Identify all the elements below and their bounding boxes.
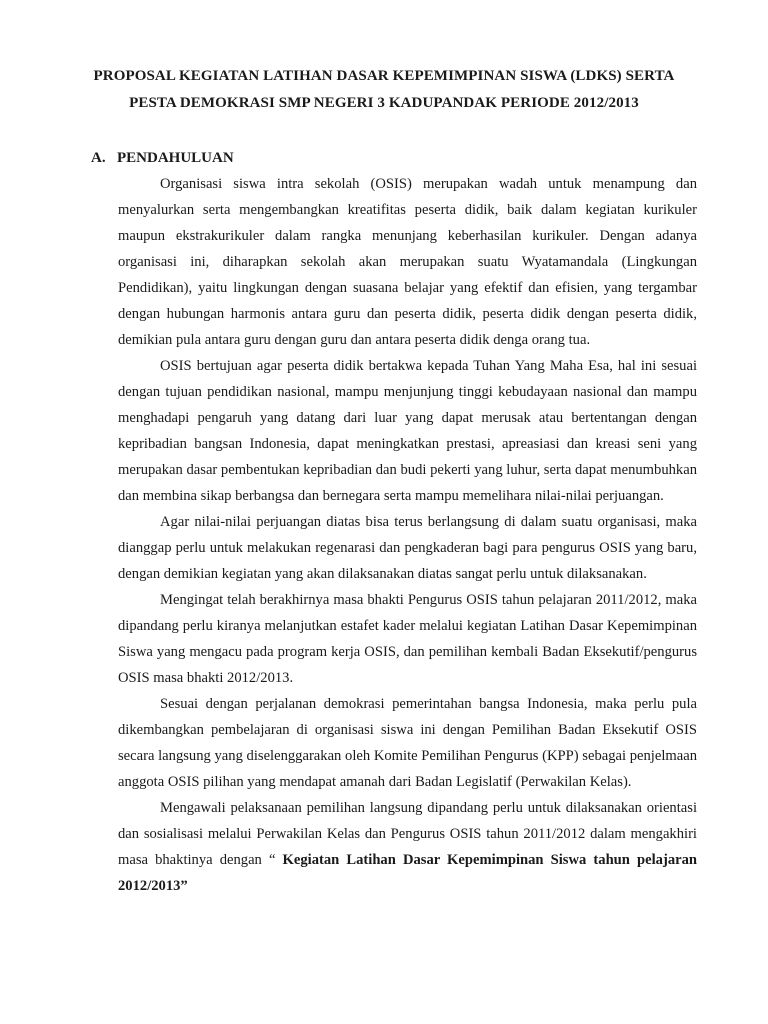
section-number: A.	[91, 150, 106, 166]
paragraph-6-text: Mengawali pelaksanaan pemilihan langsung dipandang perlu untuk dilaksanakan orientasi dan sosialisasi melalui Perwakilan Kelas dan Pengurus OSIS tahun 2011/2012 dalam mengakhiri masa bhaktinya dengan “	[118, 800, 697, 868]
paragraph-6	[118, 795, 697, 899]
body-text	[118, 171, 697, 899]
paragraph-5: Sesuai dengan perjalanan demokrasi pemerintahan bangsa Indonesia, maka perlu pula dikembangkan pembelajaran di organisasi siswa ini dengan Pemilihan Badan Eksekutif OSIS secara langsung yang diselenggarakan oleh Komite Pemilihan Pengurus (KPP) sebagai penjelmaan anggota OSIS pilihan yang mendapat amanah dari Badan Legislatif (Perwakilan Kelas).	[118, 696, 697, 790]
document-title-line-1: PROPOSAL KEGIATAN LATIHAN DASAR KEPEMIMPINAN SISWA (LDKS) SERTA	[93, 68, 675, 84]
section-title: PENDAHULUAN	[117, 150, 234, 166]
document-title-line-2: PESTA DEMOKRASI SMP NEGERI 3 KADUPANDAK PERIODE 2012/2013	[129, 95, 639, 111]
paragraph-4: Mengingat telah berakhirnya masa bhakti Pengurus OSIS tahun pelajaran 2011/2012, maka dipandang perlu kiranya melanjutkan estafet kader melalui kegiatan Latihan Dasar Kepemimpinan Siswa yang mengacu pada program kerja OSIS, dan pemilihan kembali Badan Eksekutif/pengurus OSIS masa bhakti 2012/2013.	[118, 592, 697, 686]
paragraph-2: OSIS bertujuan agar peserta didik bertakwa kepada Tuhan Yang Maha Esa, hal ini sesuai dengan tujuan pendidikan nasional, mampu menjunjung tinggi kebudayaan nasional dan mampu menghadapi pengaruh yang datang dari luar yang dapat merusak atau bertentangan dengan kepribadian bangsan Indonesia, dapat meningkatkan prestasi, apreasiasi dan kreasi seni yang merupakan dasar pembentukan kepribadian dan budi pekerti yang luhur, serta dapat menumbuhkan dan membina sikap berbangsa dan bernegara serta mampu memelihara nilai-nilai perjuangan.	[118, 358, 697, 504]
section-heading	[91, 149, 234, 167]
paragraph-3: Agar nilai-nilai perjuangan diatas bisa terus berlangsung di dalam suatu organisasi, maka dianggap perlu untuk melakukan regenarasi dan pengkaderan bagi para pengurus OSIS yang baru, dengan demikian kegiatan yang akan dilaksanakan diatas sangat perlu untuk dilaksanakan.	[118, 514, 697, 582]
paragraph-6-bold-text: Kegiatan Latihan Dasar Kepemimpinan Siswa tahun pelajaran 2012/2013”	[118, 852, 698, 894]
paragraph-1: Organisasi siswa intra sekolah (OSIS) merupakan wadah untuk menampung dan menyalurkan serta mengembangkan kreatifitas peserta didik, baik dalam kegiatan kurikuler maupun ekstrakurikuler dalam rangka menunjang keberhasilan kurikuler. Dengan adanya organisasi ini, diharapkan sekolah akan merupakan suatu Wyatamandala (Lingkungan Pendidikan), yaitu lingkungan dengan suasana belajar yang efektif dan efisien, yang tergambar dengan hubungan harmonis antara guru dan peserta didik, peserta didik dengan peserta didik, demikian pula antara guru dengan guru dan antara peserta didik denga orang tua.	[118, 176, 697, 348]
